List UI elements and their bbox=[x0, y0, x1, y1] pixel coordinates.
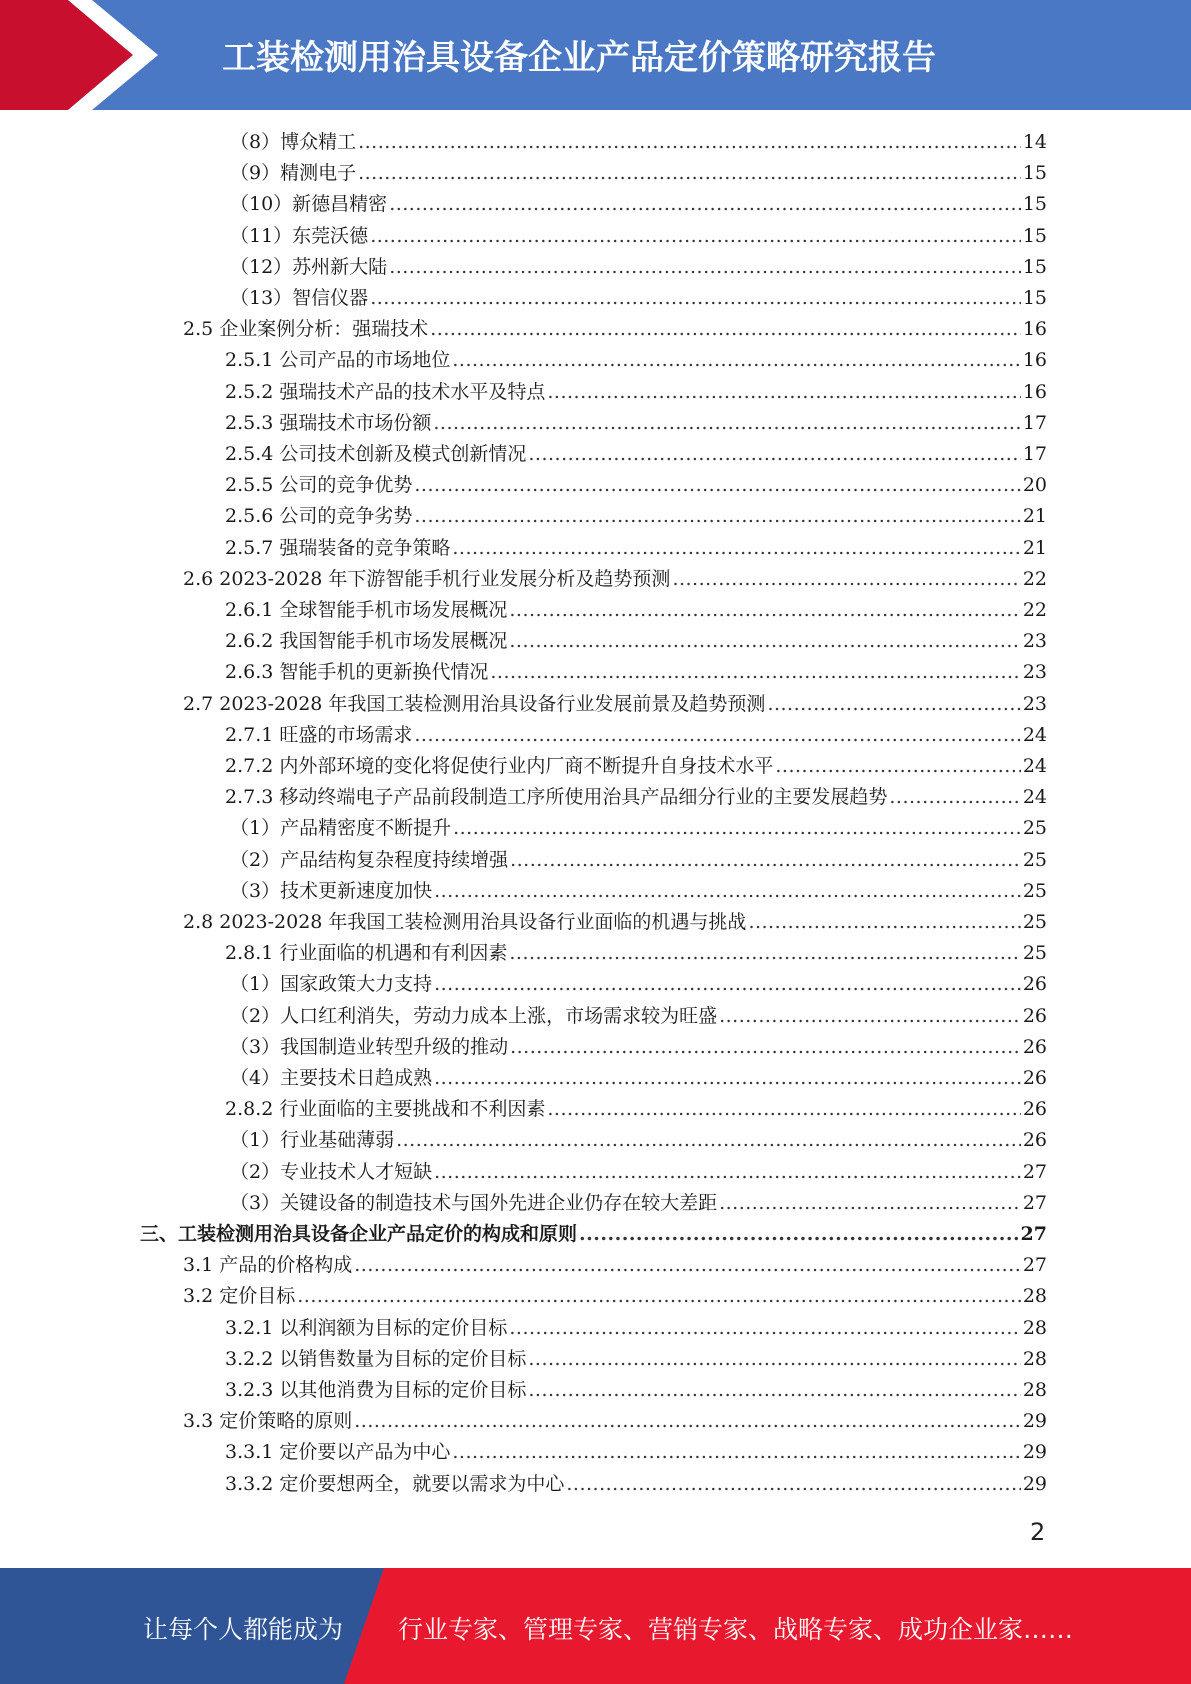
toc-dot-leader bbox=[358, 158, 1021, 189]
toc-entry-page: 25 bbox=[1022, 817, 1047, 839]
toc-dot-leader bbox=[528, 439, 1020, 470]
toc-dot-leader bbox=[414, 501, 1020, 532]
toc-dot-leader bbox=[389, 252, 1021, 283]
toc-entry[interactable] bbox=[230, 1125, 1047, 1156]
toc-dot-leader bbox=[510, 1032, 1021, 1063]
toc-entry[interactable] bbox=[225, 408, 1047, 439]
toc-entry-title: 2.5.3 强瑞技术市场份额 bbox=[225, 412, 432, 434]
toc-dot-leader bbox=[452, 1437, 1020, 1468]
toc-entry-title: 2.8 2023-2028 年我国工装检测用治具设备行业面临的机遇与挑战 bbox=[183, 911, 747, 933]
toc-entry-title: 3.2.3 以其他消费为目标的定价目标 bbox=[225, 1379, 527, 1401]
toc-dot-leader bbox=[490, 657, 1020, 688]
toc-entry-page: 26 bbox=[1022, 1005, 1047, 1027]
toc-entry-title: 3.2.1 以利润额为目标的定价目标 bbox=[225, 1317, 508, 1339]
toc-dot-leader bbox=[452, 533, 1020, 564]
toc-entry-page: 26 bbox=[1022, 1067, 1047, 1089]
toc-entry-page: 22 bbox=[1022, 568, 1047, 590]
toc-entry[interactable] bbox=[225, 626, 1047, 657]
toc-entry[interactable] bbox=[230, 127, 1047, 158]
toc-entry-page: 27 bbox=[1022, 1161, 1047, 1183]
toc-entry-page: 26 bbox=[1022, 1036, 1047, 1058]
toc-entry-title: （1）产品精密度不断提升 bbox=[230, 817, 452, 839]
toc-dot-leader bbox=[396, 1125, 1021, 1156]
page-number: 2 bbox=[1030, 1518, 1046, 1546]
toc-entry-page: 24 bbox=[1022, 724, 1047, 746]
toc-dot-leader bbox=[452, 345, 1020, 376]
toc-entry-title: 2.6.3 智能手机的更新换代情况 bbox=[225, 661, 489, 683]
toc-dot-leader bbox=[370, 283, 1021, 314]
toc-entry-title: 2.7.1 旺盛的市场需求 bbox=[225, 724, 413, 746]
toc-dot-leader bbox=[414, 470, 1020, 501]
toc-dot-leader bbox=[434, 969, 1021, 1000]
toc-entry-title: （3）关键设备的制造技术与国外先进企业仍存在较大差距 bbox=[230, 1192, 718, 1214]
toc-entry[interactable] bbox=[225, 1375, 1047, 1406]
toc-entry-page: 24 bbox=[1022, 755, 1047, 777]
toc-dot-leader bbox=[528, 1344, 1020, 1375]
toc-entry-title: 2.5.4 公司技术创新及模式创新情况 bbox=[225, 443, 527, 465]
toc-entry-page: 21 bbox=[1022, 537, 1047, 559]
toc-entry-title: 2.6.1 全球智能手机市场发展概况 bbox=[225, 599, 508, 621]
toc-entry-page: 22 bbox=[1022, 599, 1047, 621]
toc-entry[interactable] bbox=[183, 689, 1047, 720]
toc-entry[interactable] bbox=[230, 221, 1047, 252]
toc-entry-page: 28 bbox=[1022, 1285, 1047, 1307]
toc-dot-leader bbox=[547, 377, 1020, 408]
toc-entry-page: 25 bbox=[1022, 942, 1047, 964]
toc-entry[interactable] bbox=[225, 345, 1047, 376]
toc-dot-leader bbox=[370, 221, 1021, 252]
toc-entry-title: （12）苏州新大陆 bbox=[230, 256, 388, 278]
toc-entry-page: 26 bbox=[1022, 973, 1047, 995]
toc-entry-title: 2.6.2 我国智能手机市场发展概况 bbox=[225, 630, 508, 652]
toc-entry-page: 29 bbox=[1022, 1441, 1047, 1463]
toc-entry[interactable] bbox=[225, 533, 1047, 564]
toc-entry-title: 2.5.2 强瑞技术产品的技术水平及特点 bbox=[225, 381, 546, 403]
toc-entry-title: 三、工装检测用治具设备企业产品定价的构成和原则 bbox=[140, 1223, 578, 1245]
toc-entry-page: 15 bbox=[1022, 193, 1047, 215]
toc-entry[interactable] bbox=[230, 969, 1047, 1000]
toc-entry-page: 24 bbox=[1022, 786, 1047, 808]
report-header bbox=[0, 0, 1191, 110]
toc-entry-page: 15 bbox=[1022, 287, 1047, 309]
toc-entry-page: 25 bbox=[1022, 849, 1047, 871]
toc-entry-page: 17 bbox=[1022, 412, 1047, 434]
toc-entry-title: （1）行业基础薄弱 bbox=[230, 1129, 395, 1151]
toc-dot-leader bbox=[719, 1001, 1021, 1032]
toc-entry[interactable] bbox=[230, 845, 1047, 876]
toc-dot-leader bbox=[434, 1157, 1021, 1188]
page-footer bbox=[0, 1568, 1191, 1684]
toc-entry[interactable] bbox=[183, 1406, 1047, 1437]
toc-entry-title: 2.5.6 公司的竞争劣势 bbox=[225, 505, 413, 527]
toc-entry-page: 16 bbox=[1022, 381, 1047, 403]
toc-entry-title: 3.3 定价策略的原则 bbox=[183, 1410, 353, 1432]
toc-entry[interactable] bbox=[230, 876, 1047, 907]
toc-entry[interactable] bbox=[225, 1469, 1047, 1500]
toc-entry[interactable] bbox=[183, 1250, 1047, 1281]
toc-entry-title: （3）技术更新速度加快 bbox=[230, 880, 433, 902]
toc-entry-page: 15 bbox=[1022, 256, 1047, 278]
toc-entry-title: （10）新德昌精密 bbox=[230, 193, 388, 215]
toc-entry[interactable] bbox=[230, 283, 1047, 314]
toc-entry-title: （3）我国制造业转型升级的推动 bbox=[230, 1036, 509, 1058]
toc-entry[interactable] bbox=[225, 470, 1047, 501]
toc-entry-page: 20 bbox=[1022, 474, 1047, 496]
toc-dot-leader bbox=[354, 1406, 1021, 1437]
toc-dot-leader bbox=[528, 1375, 1020, 1406]
toc-entry-page: 15 bbox=[1022, 225, 1047, 247]
toc-entry-page: 28 bbox=[1022, 1348, 1047, 1370]
toc-entry[interactable] bbox=[230, 813, 1047, 844]
toc-entry-page: 25 bbox=[1022, 911, 1047, 933]
toc-entry-page: 14 bbox=[1022, 131, 1047, 153]
toc-entry-title: 2.8.2 行业面临的主要挑战和不利因素 bbox=[225, 1098, 546, 1120]
toc-entry-page: 28 bbox=[1022, 1379, 1047, 1401]
toc-dot-leader bbox=[434, 1063, 1021, 1094]
toc-entry-page: 27 bbox=[1020, 1223, 1047, 1245]
toc-entry-title: （11）东莞沃德 bbox=[230, 225, 369, 247]
toc-entry[interactable] bbox=[225, 439, 1047, 470]
toc-dot-leader bbox=[748, 907, 1020, 938]
toc-dot-leader bbox=[509, 595, 1020, 626]
toc-entry-page: 29 bbox=[1022, 1410, 1047, 1432]
toc-entry-title: 3.2 定价目标 bbox=[183, 1285, 296, 1307]
toc-entry-page: 26 bbox=[1022, 1098, 1047, 1120]
toc-entry[interactable] bbox=[225, 1313, 1047, 1344]
toc-dot-leader bbox=[297, 1281, 1021, 1312]
toc-entry-page: 16 bbox=[1022, 349, 1047, 371]
toc-entry-page: 28 bbox=[1022, 1317, 1047, 1339]
toc-entry[interactable] bbox=[225, 377, 1047, 408]
toc-entry[interactable] bbox=[183, 314, 1047, 345]
toc-dot-leader bbox=[767, 689, 1020, 720]
toc-entry-page: 25 bbox=[1022, 880, 1047, 902]
footer-slogan-left: 让每个人都能成为 bbox=[143, 1615, 344, 1644]
toc-dot-leader bbox=[414, 720, 1020, 751]
toc-entry-title: 2.5.7 强瑞装备的竞争策略 bbox=[225, 537, 451, 559]
toc-entry-title: 3.1 产品的价格构成 bbox=[183, 1254, 353, 1276]
toc-entry-page: 23 bbox=[1022, 630, 1047, 652]
toc-dot-leader bbox=[510, 845, 1021, 876]
toc-entry-page: 27 bbox=[1022, 1192, 1047, 1214]
toc-entry-page: 17 bbox=[1022, 443, 1047, 465]
toc-entry[interactable] bbox=[230, 189, 1047, 220]
toc-entry[interactable] bbox=[230, 1001, 1047, 1032]
toc-dot-leader bbox=[719, 1188, 1021, 1219]
toc-entry[interactable] bbox=[230, 1063, 1047, 1094]
toc-entry-title: （13）智信仪器 bbox=[230, 287, 369, 309]
toc-entry-page: 29 bbox=[1022, 1473, 1047, 1495]
toc-entry[interactable] bbox=[225, 657, 1047, 688]
toc-entry-title: 3.3.2 定价要想两全，就要以需求为中心 bbox=[225, 1473, 565, 1495]
toc-entry-title: 2.5 企业案例分析：强瑞技术 bbox=[183, 318, 429, 340]
toc-entry[interactable] bbox=[225, 595, 1047, 626]
toc-entry[interactable] bbox=[225, 720, 1047, 751]
toc-entry-title: 2.7.3 移动终端电子产品前段制造工序所使用治具产品细分行业的主要发展趋势 bbox=[225, 786, 888, 808]
toc-entry-title: 2.7.2 内外部环境的变化将促使行业内厂商不断提升自身技术水平 bbox=[225, 755, 774, 777]
toc-entry-title: 3.3.1 定价要以产品为中心 bbox=[225, 1441, 451, 1463]
toc-entry-page: 23 bbox=[1022, 693, 1047, 715]
toc-dot-leader bbox=[453, 813, 1021, 844]
toc-entry-title: 2.6 2023-2028 年下游智能手机行业发展分析及趋势预测 bbox=[183, 568, 671, 590]
toc-entry[interactable] bbox=[183, 564, 1047, 595]
toc-entry-title: 2.8.1 行业面临的机遇和有利因素 bbox=[225, 942, 508, 964]
toc-entry[interactable] bbox=[225, 938, 1047, 969]
toc-dot-leader bbox=[509, 626, 1020, 657]
toc-entry-page: 16 bbox=[1022, 318, 1047, 340]
toc-entry-page: 26 bbox=[1022, 1129, 1047, 1151]
toc-entry-title: （8）博众精工 bbox=[230, 131, 357, 153]
toc-entry[interactable] bbox=[183, 1281, 1047, 1312]
toc-entry-title: （9）精测电子 bbox=[230, 162, 357, 184]
toc-entry[interactable] bbox=[225, 1437, 1047, 1468]
toc-dot-leader bbox=[354, 1250, 1021, 1281]
toc-entry-title: 2.5.5 公司的竞争优势 bbox=[225, 474, 413, 496]
toc-dot-leader bbox=[434, 876, 1021, 907]
toc-dot-leader bbox=[775, 751, 1020, 782]
toc-dot-leader bbox=[509, 1313, 1020, 1344]
toc-entry[interactable] bbox=[230, 1188, 1047, 1219]
toc-entry[interactable] bbox=[183, 907, 1047, 938]
toc-dot-leader bbox=[430, 314, 1021, 345]
toc-entry-title: （4）主要技术日趋成熟 bbox=[230, 1067, 433, 1089]
toc-entry-title: （2）人口红利消失，劳动力成本上涨，市场需求较为旺盛 bbox=[230, 1005, 718, 1027]
toc-entry[interactable] bbox=[225, 1344, 1047, 1375]
toc-dot-leader bbox=[358, 127, 1021, 158]
toc-dot-leader bbox=[389, 189, 1021, 220]
toc-entry[interactable] bbox=[230, 1157, 1047, 1188]
toc-entry-page: 23 bbox=[1022, 661, 1047, 683]
toc-entry[interactable] bbox=[140, 1219, 1047, 1250]
toc-entry[interactable] bbox=[230, 1032, 1047, 1063]
toc-entry[interactable] bbox=[230, 158, 1047, 189]
toc-entry-title: 3.2.2 以销售数量为目标的定价目标 bbox=[225, 1348, 527, 1370]
toc-entry-title: （2）专业技术人才短缺 bbox=[230, 1161, 433, 1183]
toc-dot-leader bbox=[889, 782, 1020, 813]
toc-dot-leader bbox=[672, 564, 1020, 595]
toc-dot-leader bbox=[566, 1469, 1020, 1500]
toc-entry[interactable] bbox=[225, 1094, 1047, 1125]
toc-entry-title: 2.7 2023-2028 年我国工装检测用治具设备行业发展前景及趋势预测 bbox=[183, 693, 766, 715]
toc-entry[interactable] bbox=[225, 751, 1047, 782]
toc-entry[interactable] bbox=[225, 782, 1047, 813]
toc-dot-leader bbox=[547, 1094, 1020, 1125]
footer-slogan-right: 行业专家、管理专家、营销专家、战略专家、成功企业家…… bbox=[398, 1615, 1074, 1644]
toc-entry-title: 2.5.1 公司产品的市场地位 bbox=[225, 349, 451, 371]
report-title: 工装检测用治具设备企业产品定价策略研究报告 bbox=[222, 38, 936, 78]
toc-entry-title: （1）国家政策大力支持 bbox=[230, 973, 433, 995]
toc-dot-leader bbox=[579, 1219, 1019, 1250]
toc-dot-leader bbox=[509, 938, 1020, 969]
toc-entry-page: 21 bbox=[1022, 505, 1047, 527]
toc-entry[interactable] bbox=[225, 501, 1047, 532]
toc-dot-leader bbox=[433, 408, 1020, 439]
toc-entry[interactable] bbox=[230, 252, 1047, 283]
toc-entry-page: 27 bbox=[1022, 1254, 1047, 1276]
toc-entry-page: 15 bbox=[1022, 162, 1047, 184]
toc-entry-title: （2）产品结构复杂程度持续增强 bbox=[230, 849, 509, 871]
